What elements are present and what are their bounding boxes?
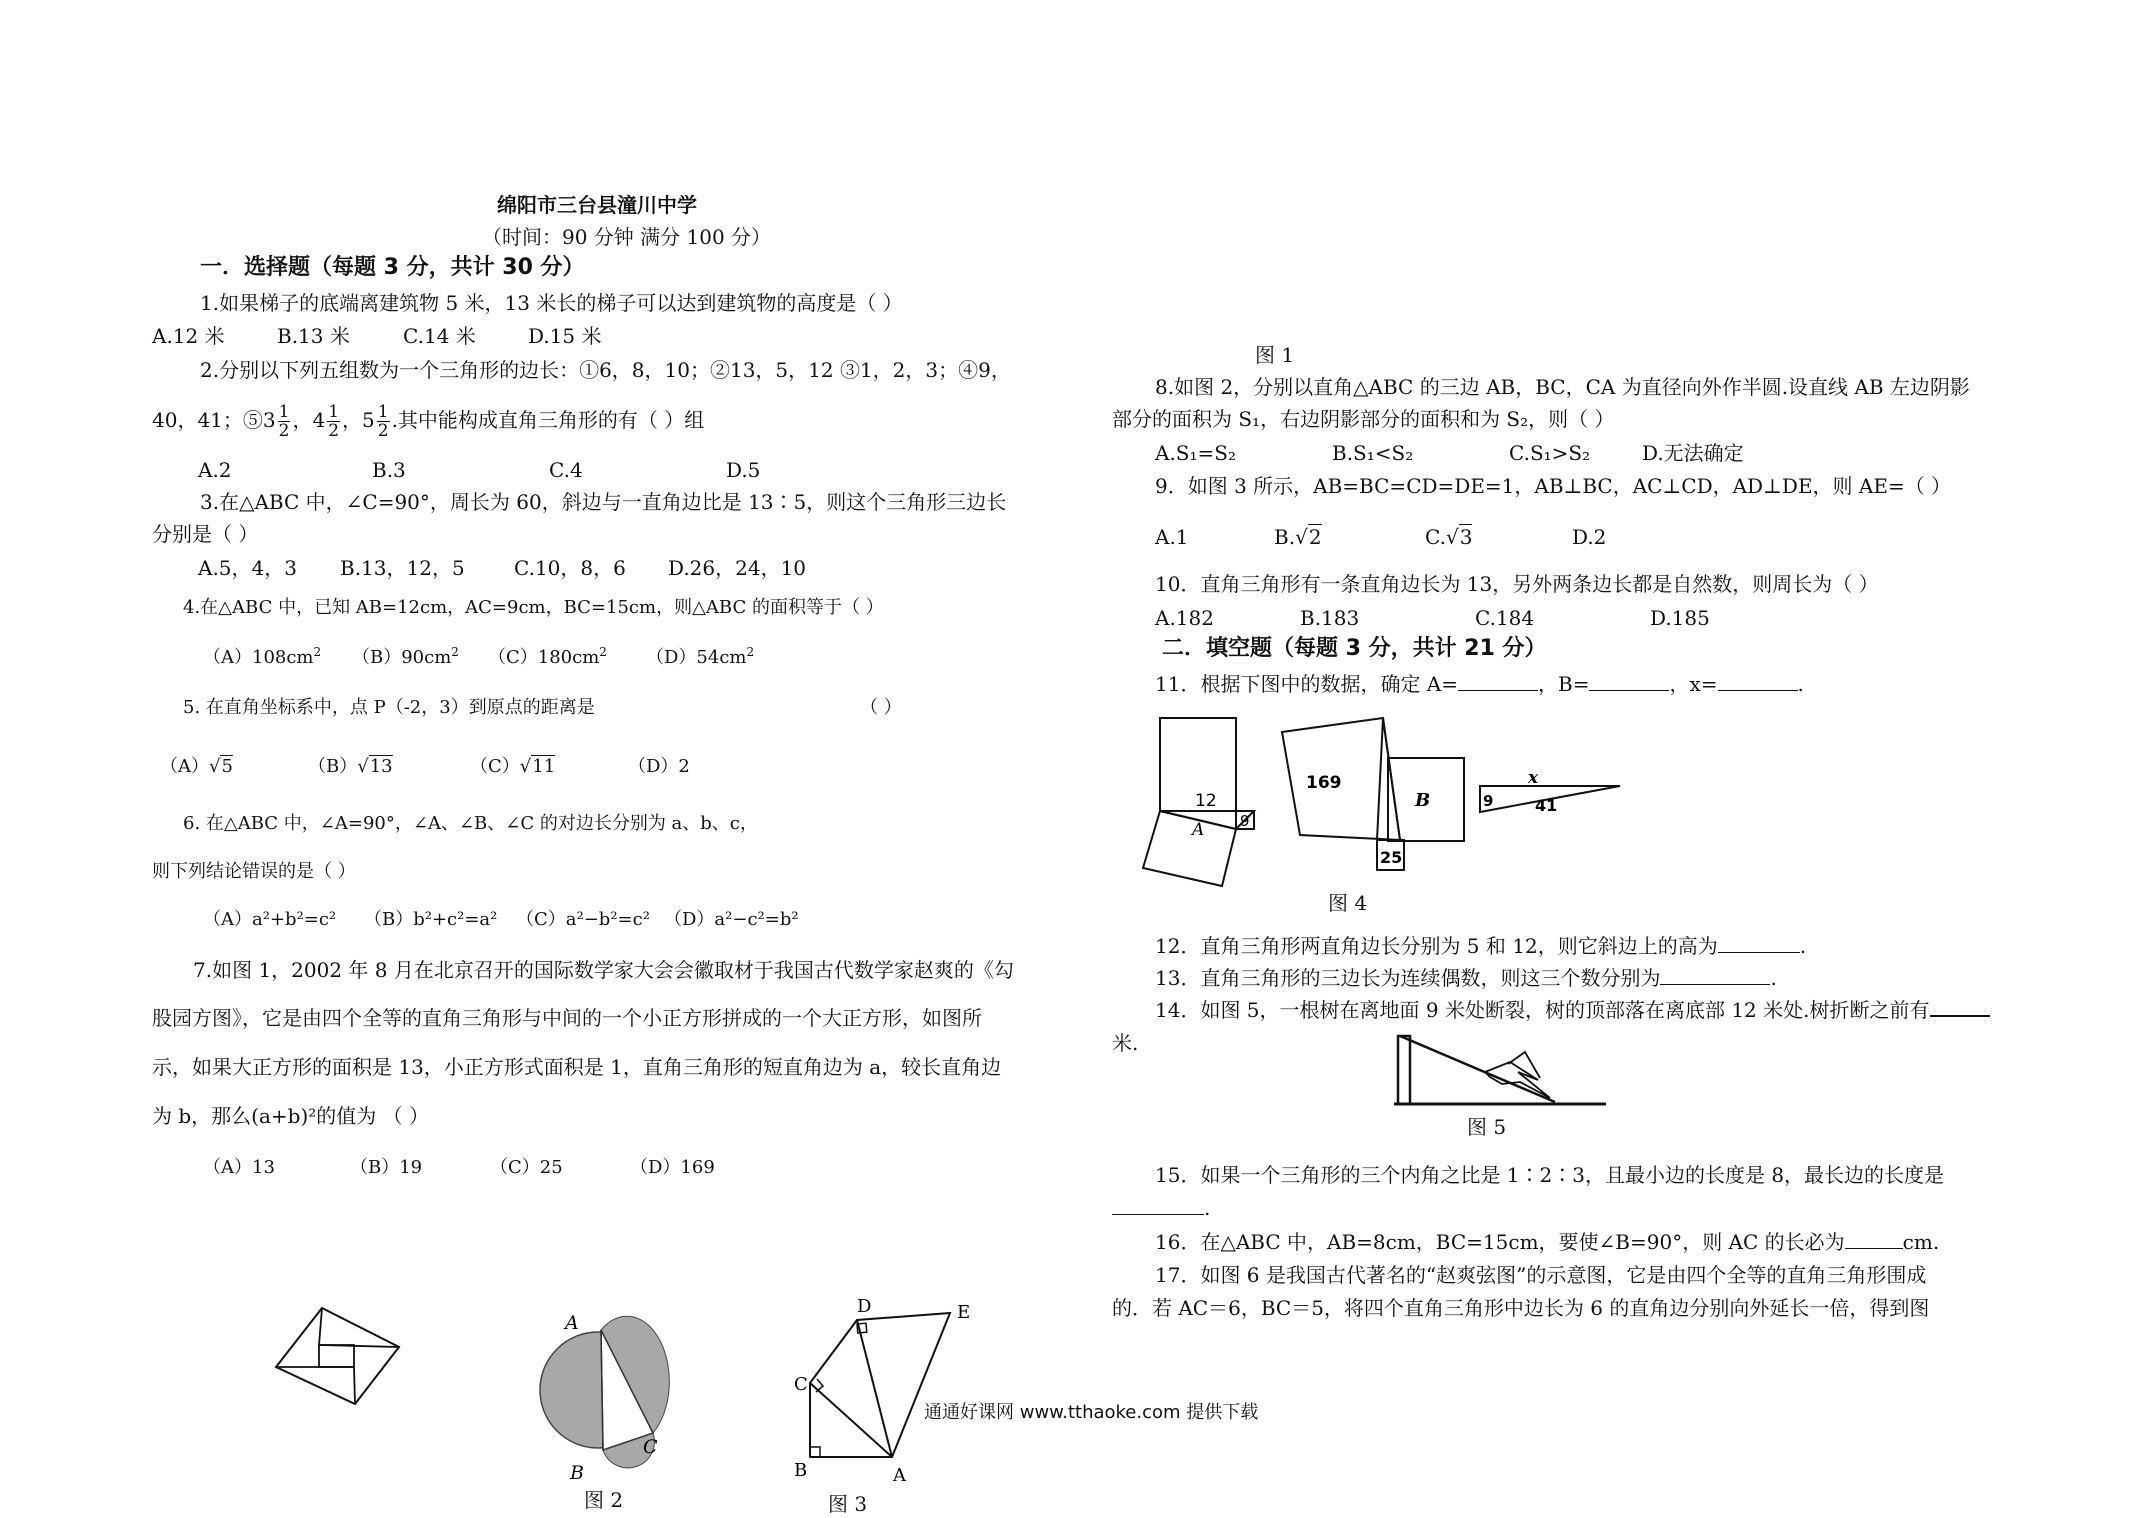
- q6-option-c: （C）a²−b²=c²: [516, 909, 650, 930]
- figure-5-broken-tree: [1390, 1022, 1610, 1107]
- q5-stem: 5. 在直角坐标系中，点 P（-2，3）到原点的距离是: [183, 697, 595, 718]
- q8-option-c: C.S₁>S₂: [1509, 441, 1591, 465]
- q2-option-d: D.5: [726, 458, 761, 482]
- q2-stem-line1: 2.分别以下列五组数为一个三角形的边长：①6，8，10；②13，5，12 ③1，2，3；④9，: [200, 358, 1011, 382]
- fig3-label-d: D: [857, 1296, 872, 1317]
- q8-option-b: B.S₁<S₂: [1332, 441, 1414, 465]
- q12-stem: 12．直角三角形两直角边长分别为 5 和 12，则它斜边上的高为 .: [1155, 934, 1807, 958]
- q1-option-d: D.15 米: [528, 324, 602, 348]
- fig1-caption: 图 1: [1255, 343, 1295, 367]
- q5-paren: （ ）: [860, 697, 902, 718]
- figure-1-pinwheel: [272, 1305, 402, 1405]
- q2-option-a: A.2: [198, 458, 232, 482]
- q7-option-b: （B）19: [350, 1157, 423, 1178]
- fig2-label-c: C: [643, 1436, 658, 1458]
- q14-line2: 米.: [1112, 1031, 1139, 1055]
- q9-option-d: D.2: [1572, 525, 1607, 549]
- q14-line1: 14．如图 5，一根树在离地面 9 米处断裂，树的顶部落在离底部 12 米处.树折断之前有: [1155, 998, 1990, 1022]
- q4-stem: 4.在△ABC 中，已知 AB=12cm，AC=9cm，BC=15cm，则△ABC 的面积等于（ ）: [183, 597, 884, 618]
- q5-option-b: （B）√13: [308, 756, 393, 777]
- fig4-caption: 图 4: [1328, 891, 1368, 915]
- q5-option-a: （A）√5: [160, 756, 233, 777]
- q7-line2: 股园方图》，它是由四个全等的直角三角形与中间的一个小正方形拼成的一个大正方形，如图所: [152, 1006, 982, 1030]
- q8-line1: 8.如图 2，分别以直角△ABC 的三边 AB，BC，CA 为直径向外作半圆.设直线 AB 左边阴影: [1155, 375, 1970, 399]
- fig2-caption: 图 2: [584, 1488, 624, 1512]
- q9-option-a: A.1: [1155, 525, 1189, 549]
- fig3-label-a: A: [893, 1465, 906, 1486]
- q9-stem: 9．如图 3 所示，AB=BC=CD=DE=1，AB⊥BC，AC⊥CD，AD⊥DE，则 AE=（ ）: [1155, 474, 1952, 498]
- fraction-half: $\frac{1}{2}$: [278, 402, 290, 441]
- q9-option-c: C.√3: [1425, 525, 1473, 549]
- q7-line4: 为 b，那么(a+b)²的值为 （ ）: [152, 1104, 429, 1128]
- q8-line2: 部分的面积为 S₁，右边阴影部分的面积和为 S₂，则（ ）: [1112, 407, 1615, 431]
- q2-stem-line2: 40，41；⑤3 $\frac{1}{2}$ ，4 $\frac{1}{2}$ ，5 $\frac{1}{2}$ .其中能构成直角三角形的有（ ）组: [152, 402, 705, 441]
- q16-stem: 16．在△ABC 中，AB=8cm，BC=15cm，要使∠B=90°，则 AC 的长必为 cm.: [1155, 1230, 1940, 1254]
- fig3-label-e: E: [957, 1302, 971, 1323]
- q17-line1: 17．如图 6 是我国古代著名的“赵爽弦图”的示意图，它是由四个全等的直角三角形围成: [1155, 1263, 1927, 1287]
- q10-option-a: A.182: [1155, 606, 1214, 630]
- section2-title: 二．填空题（每题 3 分，共计 21 分）: [1162, 636, 1547, 661]
- section1-title: 一．选择题（每题 3 分，共计 30 分）: [200, 255, 585, 280]
- fig2-label-b: B: [570, 1462, 584, 1484]
- q7-option-a: （A）13: [203, 1157, 275, 1178]
- fig4-label-9b: 9: [1483, 792, 1494, 810]
- fig3-label-c: C: [794, 1374, 808, 1395]
- q6-option-a: （A）a²+b²=c²: [203, 909, 337, 930]
- q1-stem: 1.如果梯子的底端离建筑物 5 米，13 米长的梯子可以达到建筑物的高度是（ ）: [200, 291, 903, 315]
- figure-3-triangles: [785, 1290, 985, 1490]
- q7-option-c: （C）25: [490, 1157, 563, 1178]
- q2-option-c: C.4: [549, 458, 583, 482]
- q5-option-d: （D）2: [628, 756, 690, 777]
- q1-option-a: A.12 米: [152, 324, 225, 348]
- q3-option-a: A.5，4，3: [198, 556, 297, 580]
- fig2-label-a: A: [565, 1312, 579, 1334]
- q10-option-d: D.185: [1650, 606, 1710, 630]
- q10-option-c: C.184: [1475, 606, 1535, 630]
- q6-stem-line1: 6. 在△ABC 中，∠A=90°，∠A、∠B、∠C 的对边长分别为 a、b、c，: [183, 813, 758, 834]
- q4-option-d: $(D)54cm^2$: [646, 645, 755, 668]
- q6-stem-line2: 则下列结论错误的是（ ）: [152, 861, 356, 882]
- fraction-half: $\frac{1}{2}$: [377, 402, 389, 441]
- q3-option-c: C.10，8，6: [514, 556, 626, 580]
- q3-option-b: B.13，12，5: [340, 556, 465, 580]
- q10-option-b: B.183: [1300, 606, 1360, 630]
- fig5-caption: 图 5: [1467, 1115, 1507, 1139]
- q17-line2: 的．若 AC＝6，BC＝5，将四个直角三角形中边长为 6 的直角边分别向外延长一倍，得到图: [1112, 1296, 1930, 1320]
- watermark-text: 通通好课网 www.tthaoke.com 提供下载: [924, 1402, 1259, 1423]
- figure-2-semicircles: [525, 1305, 685, 1490]
- q3-stem-line1: 3.在△ABC 中，∠C=90°，周长为 60，斜边与一直角边比是 13∶5，则这个三角形三边长: [200, 490, 1007, 514]
- fig3-label-b: B: [794, 1460, 808, 1481]
- q10-stem: 10．直角三角形有一条直角边长为 13，另外两条边长都是自然数，则周长为（ ）: [1155, 572, 1879, 596]
- q15-line2: .: [1112, 1196, 1210, 1220]
- q6-option-b: （B）b²+c²=a²: [364, 909, 498, 930]
- q2-option-b: B.3: [372, 458, 406, 482]
- q15-line1: 15．如果一个三角形的三个内角之比是 1∶2∶3，且最小边的长度是 8，最长边的长度是: [1155, 1163, 1945, 1187]
- q3-option-d: D.26，24，10: [668, 556, 807, 580]
- q7-line1: 7.如图 1，2002 年 8 月在北京召开的国际数学家大会会徽取材于我国古代数学家赵爽的《勾: [193, 958, 1014, 982]
- q7-option-d: （D）169: [630, 1157, 715, 1178]
- q8-option-a: A.S₁=S₂: [1155, 441, 1236, 465]
- q13-stem: 13．直角三角形的三边长为连续偶数，则这三个数分别为 .: [1155, 966, 1777, 990]
- fig4-label-12: 12: [1195, 791, 1217, 811]
- fig4-label-41: 41: [1535, 796, 1558, 815]
- fig4-label-x: x: [1528, 768, 1539, 788]
- fig4-label-25: 25: [1380, 848, 1403, 867]
- q5-option-c: （C）√11: [470, 756, 556, 777]
- exam-subtitle: （时间：90 分钟 满分 100 分）: [482, 225, 772, 249]
- q4-option-c: $(C)180cm^2$: [488, 645, 607, 668]
- q4-option-a: $(A)108cm^2$: [203, 645, 322, 668]
- q1-option-b: B.13 米: [277, 324, 350, 348]
- fig4-label-b: B: [1415, 790, 1431, 811]
- q1-option-c: C.14 米: [403, 324, 476, 348]
- fig4-label-169: 169: [1306, 773, 1342, 793]
- q7-line3: 示，如果大正方形的面积是 13，小正方形式面积是 1，直角三角形的短直角边为 a，较长直角边: [152, 1055, 1002, 1079]
- fraction-half: $\frac{1}{2}$: [328, 402, 340, 441]
- fig3-caption: 图 3: [828, 1492, 868, 1516]
- school-title: 绵阳市三台县潼川中学: [497, 193, 697, 217]
- q6-option-d: （D）a²−c²=b²: [664, 909, 799, 930]
- q4-option-b: $(B)90cm^2$: [352, 645, 459, 668]
- q11-stem: 11．根据下图中的数据，确定 A= ，B= ，x= .: [1155, 672, 1804, 696]
- q9-option-b: B.√2: [1274, 525, 1322, 549]
- fig4-label-9: 9: [1240, 812, 1250, 830]
- q8-option-d: D.无法确定: [1642, 441, 1744, 465]
- figure-4-squares: [1130, 710, 1630, 900]
- fig4-label-a: A: [1192, 820, 1205, 840]
- q3-stem-line2: 分别是（ ）: [152, 522, 259, 546]
